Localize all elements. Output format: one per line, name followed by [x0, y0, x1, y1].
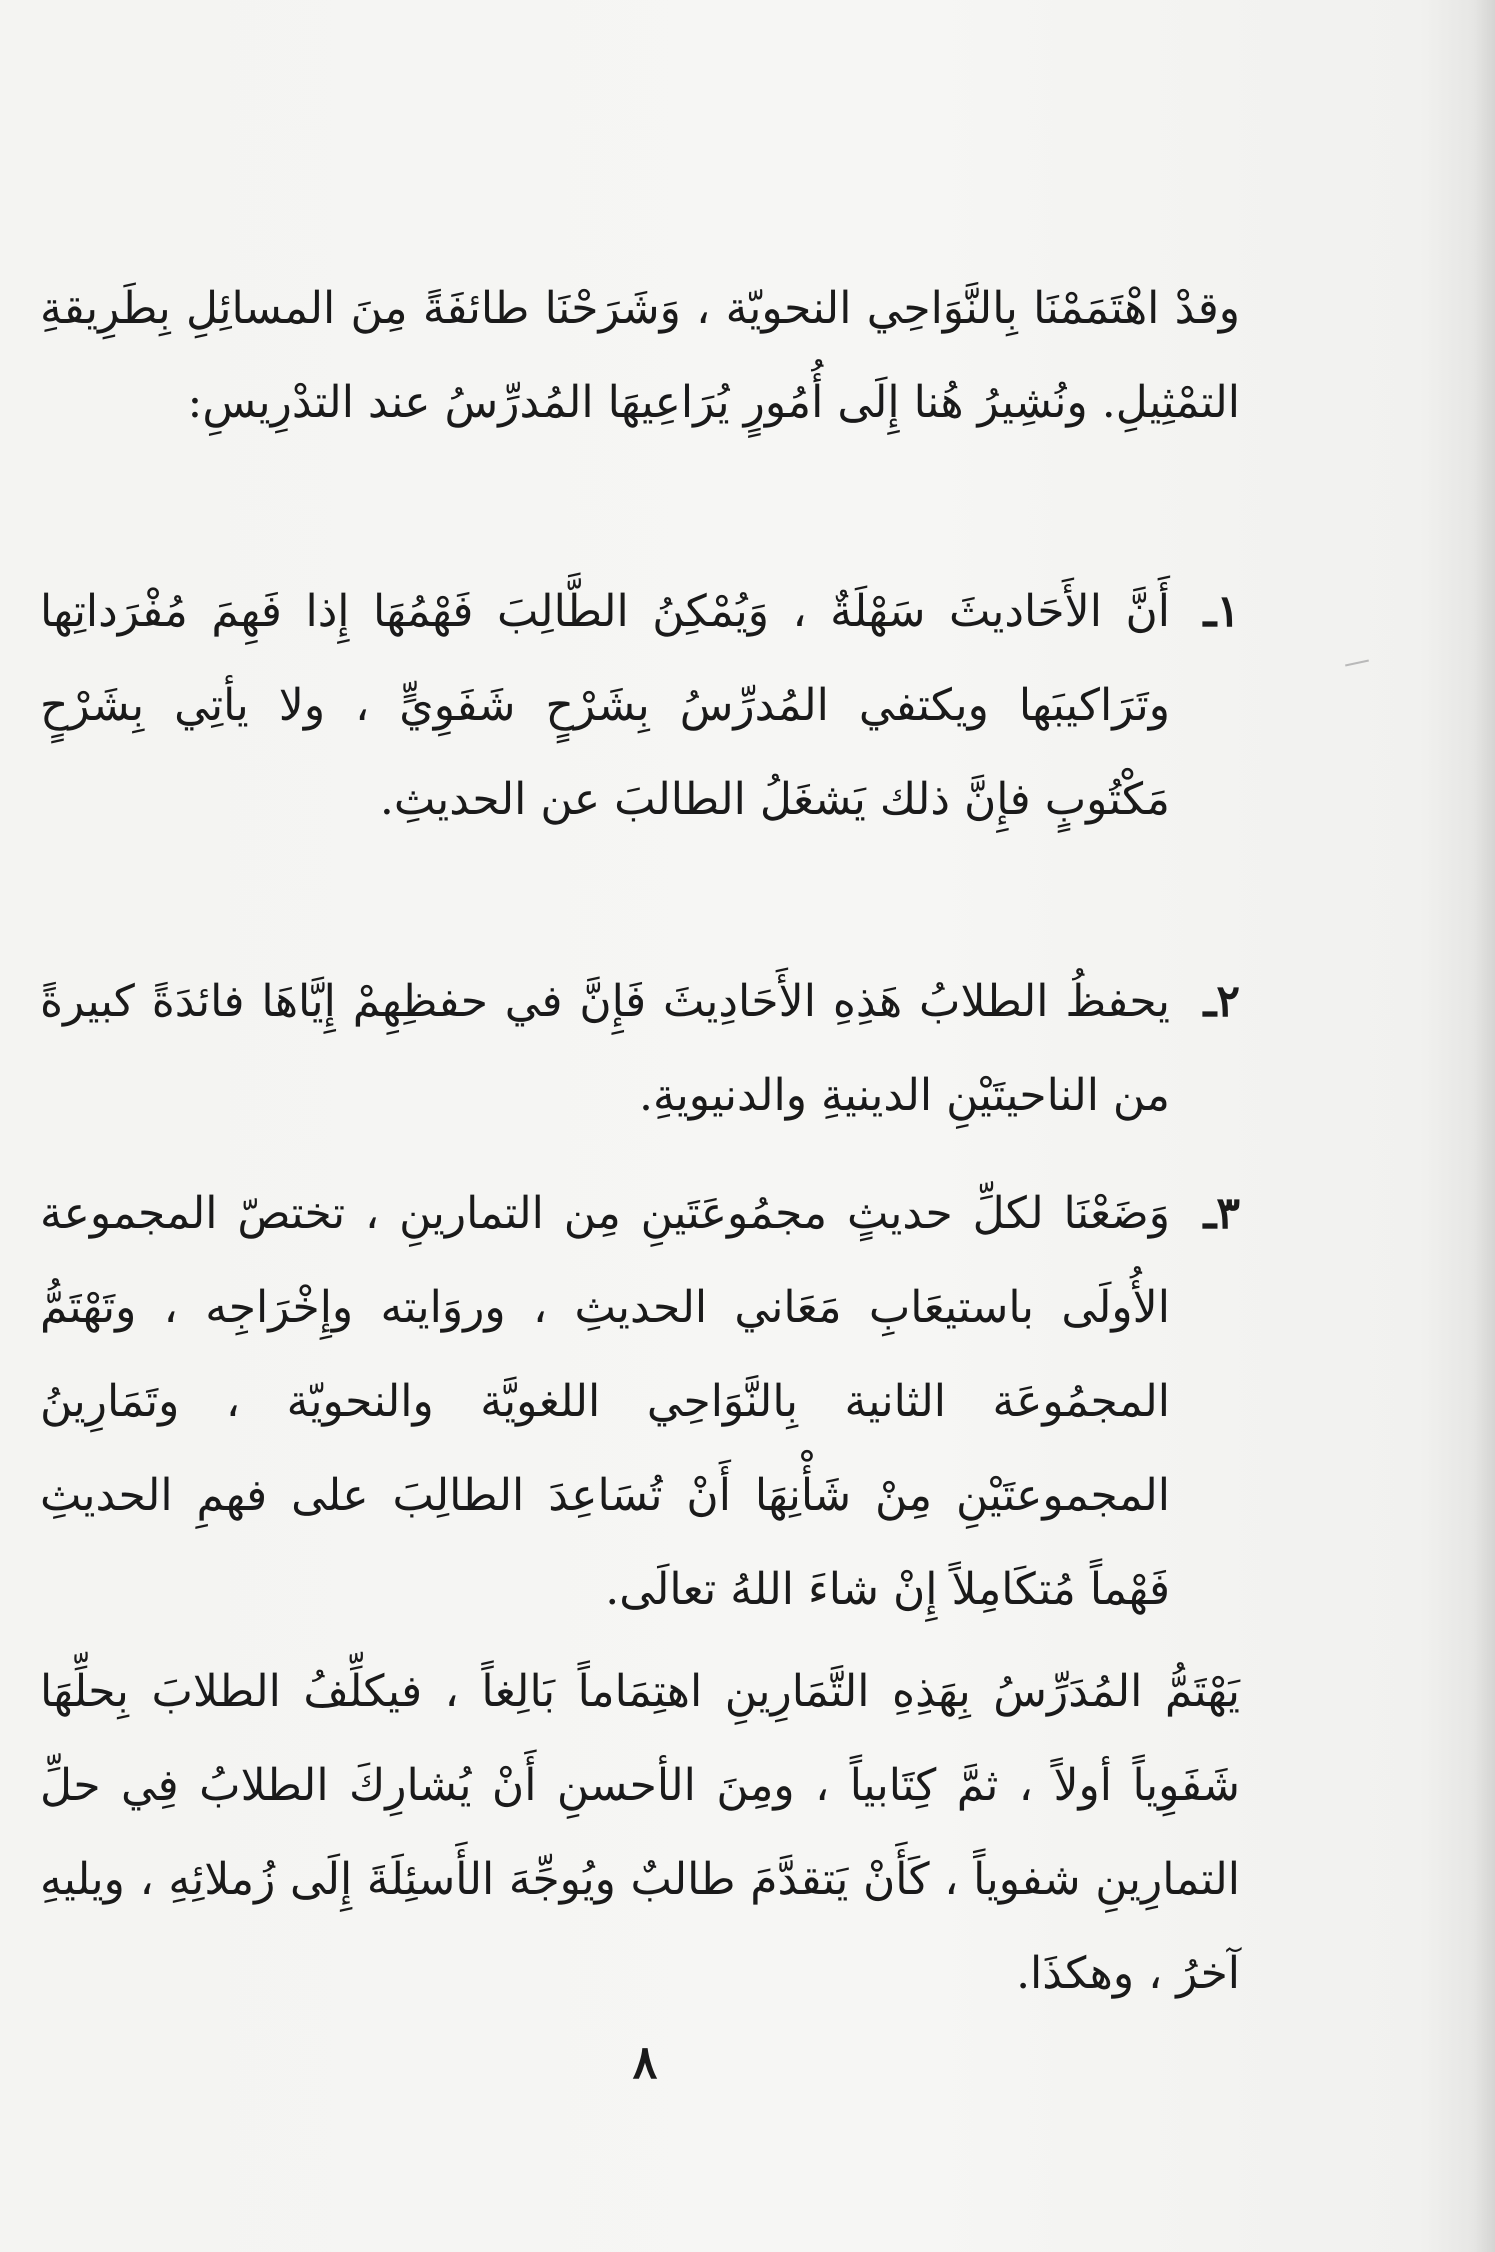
- list-item: [40, 565, 1240, 847]
- list-item: [40, 955, 1240, 1143]
- list-item-number: ٣ـ: [1203, 1188, 1240, 1239]
- closing-paragraph: يَهْتَمُّ المُدَرِّسُ بِهَذِهِ التَّمَارِينِ اهتِمَاماً بَالِغاً ، فيكلِّفُ الطلابَ بِحلِّهَا شَفَوِياً أولاً ، ثمَّ كِتَابياً ، ومِنَ الأحسنِ أَنْ يُشارِكَ الطلابُ فِي حلِّ التمارِينِ شفوياً ، كَأَنْ يَتقدَّمَ طالبٌ ويُوجِّهَ الأَسئِلَةَ إِلَى زُملائِهِ ، ويليهِ آخرُ ، وهكذَا.: [40, 1666, 1240, 1999]
- list-item-text: وَضَعْنَا لكلِّ حديثٍ مجمُوعَتَينِ مِن التمارينِ ، تختصّ المجموعة الأُولَى باستيعَابِ مَعَاني الحديثِ ، وروَايته وإِخْرَاجِه ، وتَهْتَمُّ المجمُوعَة الثانية بِالنَّوَاحِي اللغويَّة والنحويّة ، وتَمَارِينُ المجموعتَيْنِ مِنْ شَأْنِهَا أَنْ تُسَاعِدَ الطالِبَ على فهمِ الحديثِ فَهْماً مُتكَامِلاً إِنْ شاءَ اللهُ تعالَى.: [40, 1188, 1170, 1615]
- stray-mark: [1345, 660, 1369, 667]
- intro-paragraph: وقدْ اهْتَمَمْنَا بِالنَّوَاحِي النحويّة ، وَشَرَحْنَا طائفَةً مِنَ المسائِلِ بِطَرِيقةِ التمْثِيلِ. ونُشِيرُ هُنا إِلَى أُمُورٍ يُرَاعِيهَا المُدرِّسُ عند التدْرِيسِ:: [40, 283, 1240, 428]
- page-edge-shadow: [1473, 0, 1495, 2252]
- list-item: [40, 1167, 1240, 1637]
- list-item-text: يحفظُ الطلابُ هَذِهِ الأَحَادِيثَ فَإِنَّ في حفظِهِمْ إِيَّاهَا فائدَةً كبيرةً من الناحيتَيْنِ الدينيةِ والدنيويةِ.: [40, 976, 1170, 1121]
- page-number: ٨: [632, 2035, 658, 2089]
- list-item-text: أَنَّ الأَحَاديثَ سَهْلَةٌ ، وَيُمْكِنُ الطَّالِبَ فَهْمُهَا إِذا فَهِمَ مُفْرَداتِها وتَرَاكيبَها ويكتفي المُدرِّسُ بِشَرْحٍ شَفَوِيٍّ ، ولا يأتِي بِشَرْحٍ مَكْتُوبٍ فإِنَّ ذلك يَشغَلُ الطالبَ عن الحديثِ.: [40, 586, 1170, 825]
- list-item-number: ١ـ: [1203, 586, 1240, 637]
- list-item-number: ٢ـ: [1203, 976, 1240, 1027]
